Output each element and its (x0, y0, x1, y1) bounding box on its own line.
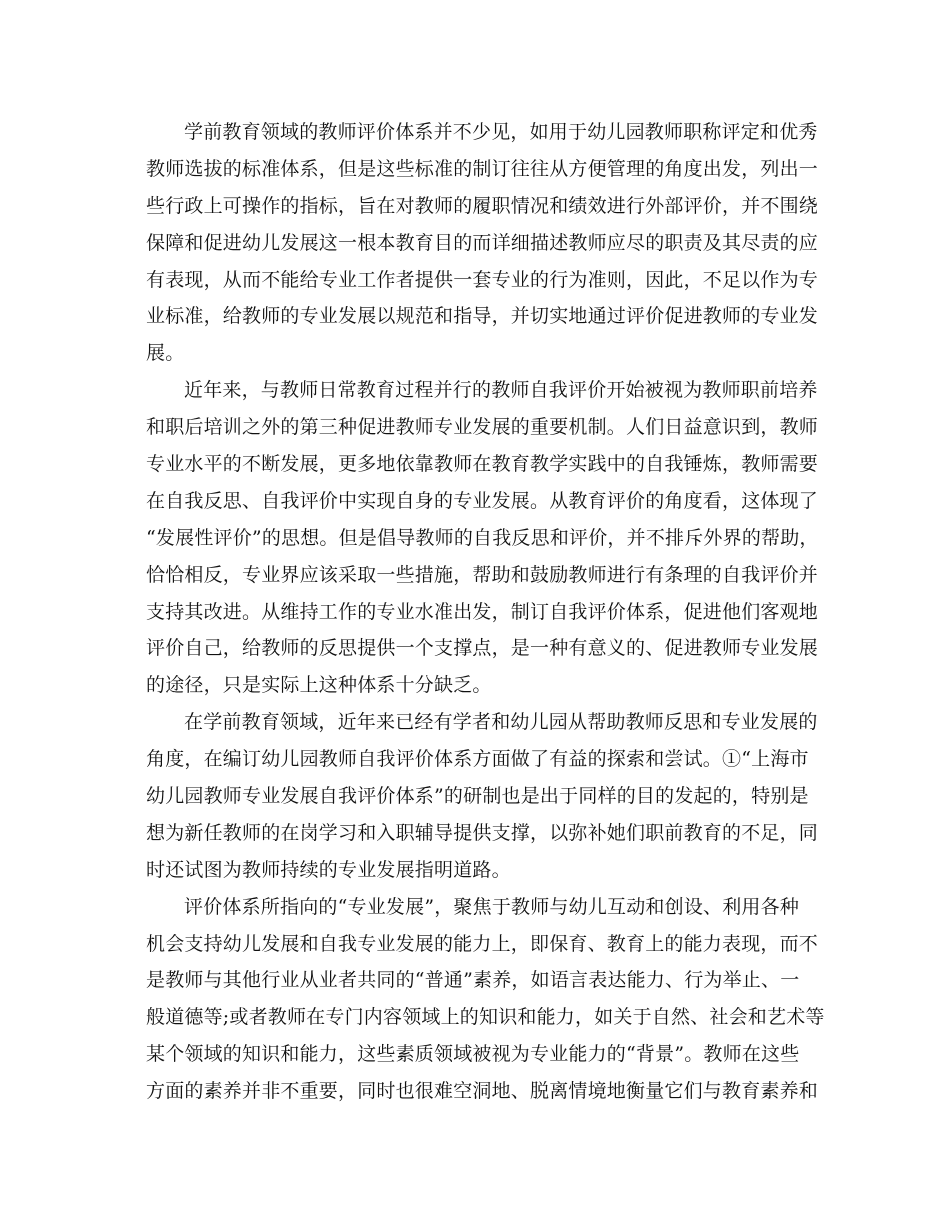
text-line: 评价自己，给教师的反思提供一个支撑点，是一种有意义的、促进教师专业发展 (146, 637, 819, 660)
text-line: 在学前教育领域，近年来已经有学者和幼儿园从帮助教师反思和专业发展的 (184, 711, 818, 734)
text-line: 机会支持幼儿发展和自我专业发展的能力上，即保育、教育上的能力表现，而不 (146, 932, 819, 955)
paragraph-3 (146, 704, 819, 888)
text-line: 和职后培训之外的第三种促进教师专业发展的重要机制。人们日益意识到，教师 (146, 416, 819, 439)
text-line: 的途径，只是实际上这种体系十分缺乏。 (146, 674, 492, 697)
paragraph-4 (146, 889, 825, 1110)
document-body (146, 114, 825, 1110)
text-line: 角度，在编订幼儿园教师自我评价体系方面做了有益的探索和尝试。①“上海市 (146, 748, 809, 771)
text-line: 幼儿园教师专业发展自我评价体系”的研制也是出于同样的目的发起的，特别是 (146, 785, 809, 808)
text-line: 近年来，与教师日常教育过程并行的教师自我评价开始被视为教师职前培养 (184, 379, 818, 402)
text-line: 些行政上可操作的指标，旨在对教师的履职情况和绩效进行外部评价，并不围绕 (146, 194, 819, 217)
text-line: 是教师与其他行业从业者共同的“普通”素养，如语言表达能力、行为举止、一 (146, 969, 800, 992)
paragraph-2 (146, 372, 819, 704)
text-line: 在自我反思、自我评价中实现自身的专业发展。从教育评价的角度看，这体现了 (146, 489, 819, 512)
text-line: 业标准，给教师的专业发展以规范和指导，并切实地通过评价促进教师的专业发 (146, 305, 819, 328)
text-line: 般道德等;或者教师在专门内容领域上的知识和能力，如关于自然、社会和艺术等 (146, 1006, 825, 1029)
text-line: 保障和促进幼儿发展这一根本教育目的而详细描述教师应尽的职责及其尽责的应 (146, 231, 819, 254)
text-line: 方面的素养并非不重要，同时也很难空洞地、脱离情境地衡量它们与教育素养和 (146, 1080, 819, 1103)
text-line: 专业水平的不断发展，更多地依靠教师在教育教学实践中的自我锤炼，教师需要 (146, 453, 819, 476)
text-line: 某个领域的知识和能力，这些素质领域被视为专业能力的“背景”。教师在这些 (146, 1043, 800, 1066)
paragraph-1 (146, 114, 819, 372)
text-line: 评价体系所指向的“专业发展”，聚焦于教师与幼儿互动和创设、利用各种 (184, 895, 800, 918)
text-line: 展。 (146, 342, 185, 365)
text-line: 恰恰相反，专业界应该采取一些措施，帮助和鼓励教师进行有条理的自我评价并 (146, 563, 819, 586)
text-line: 支持其改进。从维持工作的专业水准出发，制订自我评价体系，促进他们客观地 (146, 600, 819, 623)
text-line: “发展性评价”的思想。但是倡导教师的自我反思和评价，并不排斥外界的帮助， (146, 526, 819, 549)
text-line: 时还试图为教师持续的专业发展指明道路。 (146, 858, 511, 881)
text-line: 学前教育领域的教师评价体系并不少见，如用于幼儿园教师职称评定和优秀 (184, 121, 818, 143)
text-line: 有表现，从而不能给专业工作者提供一套专业的行为准则，因此，不足以作为专 (146, 268, 819, 291)
text-line: 教师选拔的标准体系，但是这些标准的制订往往从方便管理的角度出发，列出一 (146, 157, 819, 180)
text-line: 想为新任教师的在岗学习和入职辅导提供支撑，以弥补她们职前教育的不足，同 (146, 821, 819, 844)
